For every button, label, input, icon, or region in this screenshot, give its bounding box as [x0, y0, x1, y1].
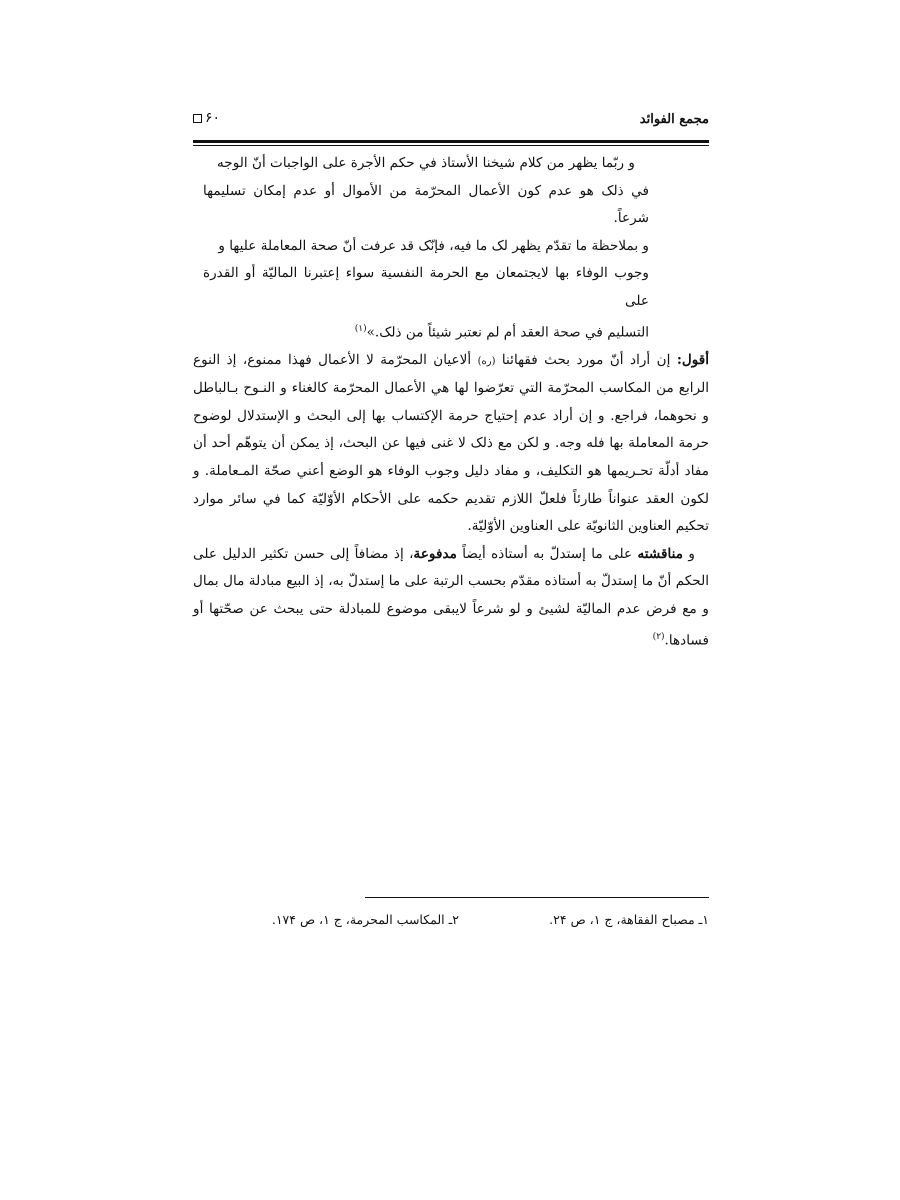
main-text	[193, 150, 709, 655]
quote-line-text: التسليم في صحة العقد أم لم نعتبر شيئاً من ذلک.»	[366, 324, 649, 341]
footnote-2: ۲ـ المكاسب المحرمة، ج ۱، ص ۱۷۴.	[271, 912, 459, 927]
footnote-ref-2: (۲)	[652, 631, 665, 642]
footnote-1: ۱ـ مصباح الفقاهة، ج ۱، ص ۲۴.	[549, 912, 709, 927]
bold-term: مناقشته	[637, 545, 684, 562]
paragraph-text: ، إذ مضافاً إلى حسن تكثير الدليل على الحكم أنّ ما إستدلّ به أستاذه مقدّم بحسب الرتبة على ما إستدلّ به، إذ البيع مبادلة مال بمال و مع فرض عدم الماليّة لشيئ و لو شرعاً لايبقى موضوع للمبادلة حتى يبحث عن صحّتها أو فسادها.	[193, 545, 709, 649]
paragraph-lead: أقول:	[676, 351, 710, 368]
footnotes	[193, 912, 709, 942]
block-quote	[203, 150, 649, 347]
paragraph	[193, 541, 709, 655]
footnote-separator	[365, 897, 709, 898]
quote-line: و ربّما يظهر من كلام شيخنا الأستاذ في حكم الأجرة على الواجبات أنّ الوجه	[217, 155, 635, 171]
quote-line: وجوب الوفاء بها لايجتمعان مع الحرمة النفسية سواء إعتبرنا الماليّة أو القدرة على	[203, 265, 649, 309]
paragraph-text: على ما إستدلّ به أستاذه أيضاً	[456, 545, 638, 562]
square-ornament-icon	[193, 114, 202, 123]
paragraph-text: ألاعيان المحرّمة لا الأعمال فهذا ممنوع، إذ النوع الرابع من المكاسب المحرّمة التي تعرّضوا لها هي الأعمال المحرّمة كالغناء و النـوح بـالباطل و نحوهما، فراجع. و إن أراد عدم إحتياج حرمة الإكتساب بها إلى البحث و الإستدلال لوضوح حرمة المعاملة بها فله وجه. و لكن مع ذلک لا غنى فيها عن البحث، إذ يمكن أن يتوهّم أحد أن مفاد أدلّة تحـريمها هو التكليف، و مفاد دليل وجوب الوفاء هو الوضع أعني صحّة المـعاملة. و لكون العقد عنواناً طارئاً فلعلّ اللازم تقديم حكمه على الأحكام الأوّليّة كما في سائر موارد تحكيم العناوين الثانويّة على العناوين الأوّليّة.	[193, 351, 709, 535]
honorific-abbrev: (ره)	[477, 355, 496, 367]
paragraph-text: و	[683, 545, 695, 562]
header-rule-thin	[193, 145, 709, 146]
footnote-ref-1: (۱)	[354, 323, 367, 334]
quote-line	[203, 316, 649, 347]
header-rule	[193, 140, 709, 143]
paragraph	[193, 347, 709, 541]
page-number	[193, 110, 220, 126]
book-title: مجمع الفوائد	[639, 112, 709, 127]
quote-line: و بملاحظة ما تقدّم يظهر لک ما فيه، فإنّک قد عرفت أنّ صحة المعاملة عليها و	[218, 237, 649, 254]
running-header	[193, 108, 709, 138]
page-number-value: ۶۰	[205, 110, 221, 126]
quote-line: في ذلک هو عدم كون الأعمال المحرّمة من الأموال أو عدم إمكان تسليمها شرعاً.	[203, 182, 649, 227]
bold-term: مدفوعة	[413, 545, 457, 562]
paragraph-text: إن أراد أنّ مورد بحث فقهائنا	[495, 351, 677, 368]
